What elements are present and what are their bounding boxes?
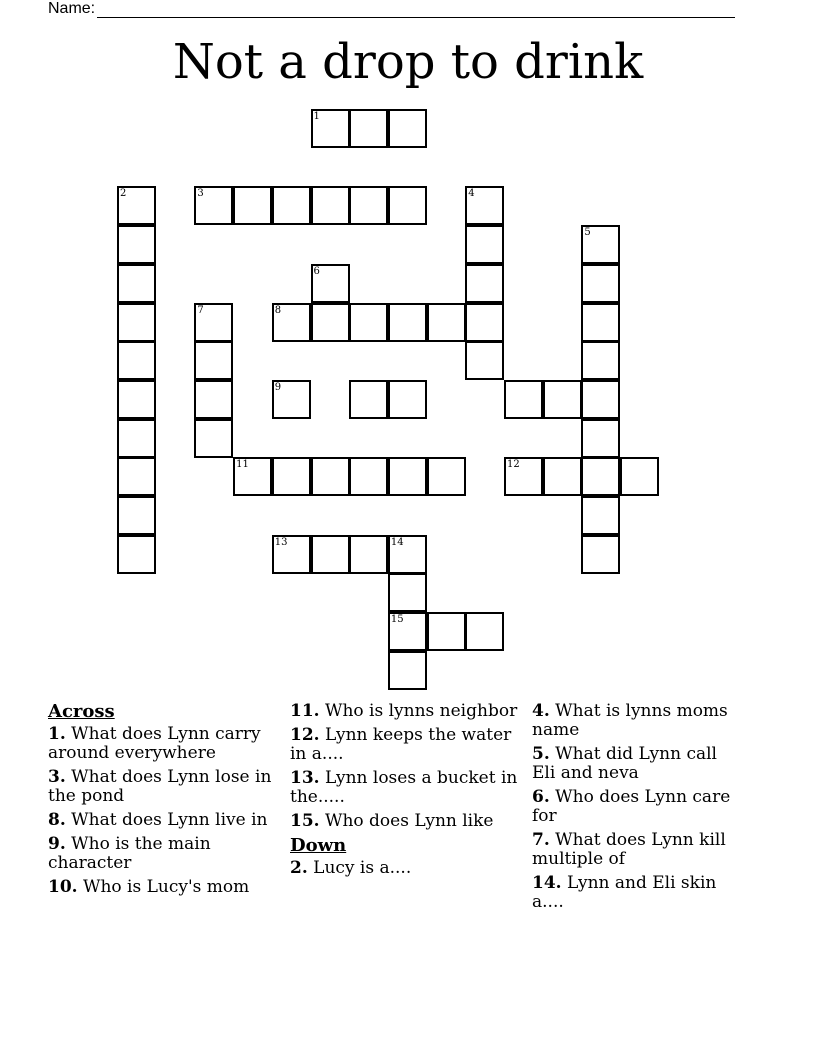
clue-label-number: 13. — [290, 768, 320, 788]
grid-cell[interactable] — [194, 380, 233, 419]
grid-cell[interactable] — [194, 303, 233, 342]
clue-column-2 — [290, 702, 526, 883]
clue-label-number: 5. — [532, 744, 550, 764]
clue-text: Who is the main character — [48, 834, 211, 873]
grid-cell[interactable] — [272, 535, 311, 574]
grid-cell[interactable] — [117, 341, 156, 380]
grid-cell[interactable] — [465, 303, 504, 342]
clue-number: 1 — [313, 111, 320, 122]
clue-text: Lucy is a.... — [307, 858, 412, 878]
clue-label-number: 12. — [290, 725, 320, 745]
grid-cell[interactable] — [465, 264, 504, 303]
clue — [532, 702, 742, 740]
clue — [290, 769, 526, 807]
clue-text: What does Lynn carry around everywhere — [48, 724, 261, 763]
clue-number: 4 — [468, 188, 475, 200]
clue-text: Who is Lucy's mom — [77, 877, 250, 897]
clue-number: 6 — [313, 265, 320, 277]
grid-cell[interactable] — [465, 225, 504, 264]
clue — [290, 859, 526, 878]
clue-label-number: 1. — [48, 724, 66, 744]
clue-number: 12 — [507, 459, 520, 471]
clue-number: 11 — [236, 459, 249, 471]
grid-cell[interactable] — [272, 457, 311, 496]
grid-cell[interactable] — [349, 186, 388, 225]
grid-cell[interactable] — [117, 186, 156, 225]
grid-cell[interactable] — [233, 457, 272, 496]
clue-number: 2 — [120, 188, 127, 200]
grid-cell[interactable] — [194, 419, 233, 458]
clue — [48, 768, 284, 806]
clue-number: 3 — [197, 188, 204, 200]
grid-cell[interactable] — [504, 380, 543, 419]
clue-text: Lynn and Eli skin a.... — [532, 873, 717, 912]
grid-cell[interactable] — [311, 109, 350, 148]
clue-text: Lynn loses a bucket in the..... — [290, 768, 518, 807]
grid-cell[interactable] — [427, 303, 466, 342]
clue-number: 9 — [274, 381, 282, 393]
grid-cell[interactable] — [581, 225, 620, 264]
clue-label-number: 3. — [48, 767, 66, 787]
grid-cell[interactable] — [465, 341, 504, 380]
grid-cell[interactable] — [581, 341, 620, 380]
grid-cell[interactable] — [311, 264, 350, 303]
clue-number: 14 — [390, 536, 404, 548]
grid-cell[interactable] — [581, 303, 620, 342]
clue — [48, 725, 284, 763]
clue-label-number: 10. — [48, 877, 78, 897]
grid-cell[interactable] — [543, 457, 582, 496]
clue-text: What is lynns moms name — [532, 701, 728, 740]
grid-cell[interactable] — [117, 496, 156, 535]
clue — [48, 811, 284, 830]
clue-text: What does Lynn live in — [65, 810, 268, 830]
clue-number: 7 — [197, 304, 204, 316]
grid-cell[interactable] — [388, 303, 427, 342]
grid-cell[interactable] — [117, 535, 156, 574]
clue — [532, 745, 742, 783]
grid-cell[interactable] — [194, 186, 233, 225]
grid-cell[interactable] — [465, 186, 504, 225]
grid-cell[interactable] — [581, 457, 620, 496]
grid-cell[interactable] — [349, 535, 388, 574]
clue-text: Lynn keeps the water in a.... — [290, 725, 512, 764]
clue-label-number: 7. — [532, 830, 550, 850]
across-heading: Across — [48, 701, 115, 722]
clue-label-number: 6. — [532, 787, 550, 807]
clue-number: 15 — [390, 614, 404, 626]
grid-cell[interactable] — [117, 303, 156, 342]
clue — [532, 831, 742, 869]
grid-cell[interactable] — [117, 225, 156, 264]
clue-text: What does Lynn lose in the pond — [48, 767, 272, 806]
clue-text: Who does Lynn care for — [532, 787, 731, 826]
grid-cell[interactable] — [581, 535, 620, 574]
grid-cell[interactable] — [388, 109, 427, 148]
down-heading: Down — [290, 835, 347, 856]
clue-text: What did Lynn call Eli and neva — [532, 744, 717, 783]
clue-column-1 — [48, 702, 284, 902]
clue-label-number: 14. — [532, 873, 562, 893]
clue-label-number: 4. — [532, 701, 550, 721]
grid-cell[interactable] — [581, 496, 620, 535]
grid-cell[interactable] — [117, 419, 156, 458]
clue — [532, 874, 742, 912]
grid-cell[interactable] — [581, 419, 620, 458]
clue — [48, 878, 284, 897]
grid-cell[interactable] — [194, 341, 233, 380]
clue-number: 8 — [274, 304, 282, 316]
grid-cell[interactable] — [311, 535, 350, 574]
grid-cell[interactable] — [427, 457, 466, 496]
grid-cell[interactable] — [272, 303, 311, 342]
grid-cell[interactable] — [388, 186, 427, 225]
grid-cell[interactable] — [349, 109, 388, 148]
grid-cell[interactable] — [349, 380, 388, 419]
name-label: Name: — [48, 0, 96, 17]
grid-cell[interactable] — [388, 457, 427, 496]
clue — [290, 702, 526, 721]
grid-cell[interactable] — [233, 186, 272, 225]
grid-cell[interactable] — [117, 380, 156, 419]
clue — [290, 726, 526, 764]
grid-cell[interactable] — [349, 457, 388, 496]
clue-text: Who is lynns neighbor — [319, 701, 518, 721]
clue-number: 5 — [584, 227, 591, 239]
clue — [290, 812, 526, 831]
clue-label-number: 11. — [290, 701, 320, 721]
clue-label-number: 2. — [290, 858, 308, 878]
grid-cell[interactable] — [388, 573, 427, 612]
grid-cell[interactable] — [311, 303, 350, 342]
page-title: Not a drop to drink — [172, 34, 644, 90]
grid-cell[interactable] — [388, 612, 427, 651]
clue-text: Who does Lynn like — [319, 811, 494, 831]
grid-cell[interactable] — [117, 264, 156, 303]
clue-label-number: 8. — [48, 810, 66, 830]
grid-cell[interactable] — [311, 186, 350, 225]
grid-cell[interactable] — [581, 264, 620, 303]
clue-column-3 — [532, 702, 742, 917]
grid-cell[interactable] — [427, 612, 466, 651]
grid-cell[interactable] — [272, 186, 311, 225]
grid-cell[interactable] — [388, 535, 427, 574]
grid-cell[interactable] — [117, 457, 156, 496]
grid-cell[interactable] — [543, 380, 582, 419]
grid-cell[interactable] — [504, 457, 543, 496]
grid-cell[interactable] — [388, 380, 427, 419]
clue — [48, 835, 284, 873]
grid-cell[interactable] — [465, 612, 504, 651]
grid-cell[interactable] — [272, 380, 311, 419]
clue — [532, 788, 742, 826]
clue-text: What does Lynn kill multiple of — [532, 830, 726, 869]
grid-cell[interactable] — [388, 651, 427, 690]
clue-label-number: 9. — [48, 834, 66, 854]
clue-label-number: 15. — [290, 811, 320, 831]
clue-number: 13 — [274, 536, 288, 548]
grid-cell[interactable] — [620, 457, 659, 496]
grid-cell[interactable] — [349, 303, 388, 342]
grid-cell[interactable] — [311, 457, 350, 496]
grid-cell[interactable] — [581, 380, 620, 419]
